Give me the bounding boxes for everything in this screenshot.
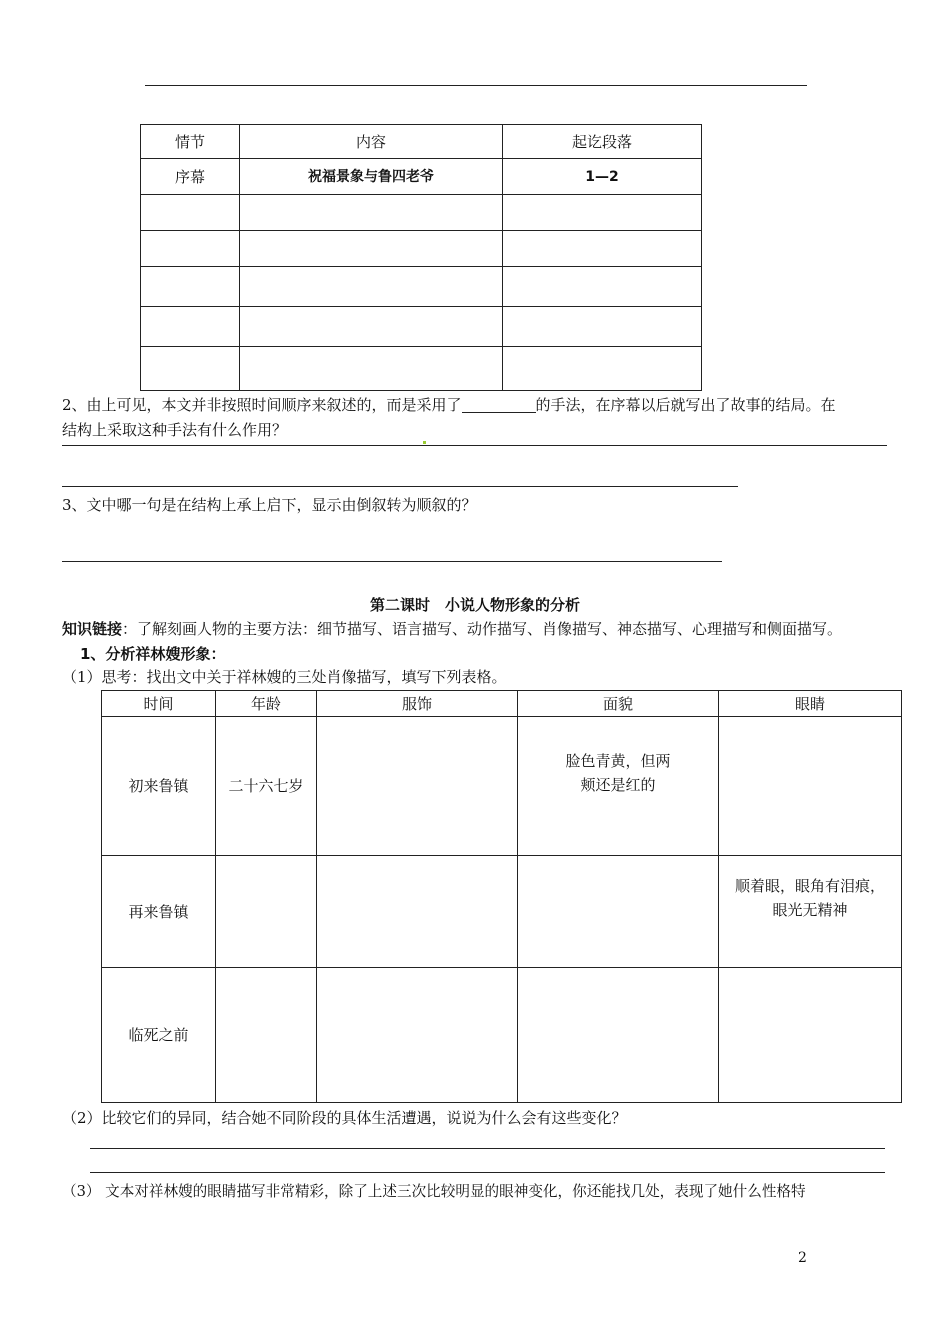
header-content: 内容 — [240, 125, 503, 159]
table-cell[interactable] — [141, 195, 240, 231]
knowledge-link — [62, 618, 842, 640]
table-cell[interactable] — [518, 968, 719, 1103]
table-cell[interactable] — [141, 267, 240, 307]
answer-line[interactable] — [62, 445, 887, 446]
think-prompt: （1）思考：找出文中关于祥林嫂的三处肖像描写，填写下列表格。 — [62, 668, 507, 686]
table-cell: 二十六七岁 — [216, 717, 317, 856]
question-3: 3、文中哪一句是在结构上承上启下，显示由倒叙转为顺叙的？ — [62, 496, 477, 514]
question-2-blank[interactable] — [462, 396, 536, 413]
table-header-row — [102, 691, 902, 717]
table-header-row — [141, 125, 702, 159]
header-face: 面貌 — [518, 691, 719, 717]
table-cell: 初来鲁镇 — [102, 717, 216, 856]
table-cell[interactable] — [503, 231, 702, 267]
top-answer-line — [145, 85, 807, 86]
table-row — [141, 307, 702, 347]
knowledge-link-text: ：了解刻画人物的主要方法：细节描写、语言描写、动作描写、肖像描写、神态描写、心理描写和侧面描写。 — [122, 620, 843, 638]
table-cell[interactable] — [240, 267, 503, 307]
answer-line[interactable] — [62, 486, 738, 487]
table-cell[interactable] — [719, 717, 902, 856]
table-cell — [518, 717, 719, 856]
table-cell[interactable] — [503, 307, 702, 347]
table-cell[interactable] — [141, 307, 240, 347]
eye-line-2: 眼光无精神 — [772, 901, 848, 919]
question-2-line-1 — [62, 394, 836, 416]
question-2-line-2: 结构上采取这种手法有什么作用？ — [62, 421, 288, 439]
lesson-2-title: 第二课时 小说人物形象的分析 — [369, 596, 580, 614]
table-cell[interactable] — [317, 717, 518, 856]
page-number: 2 — [798, 1250, 807, 1266]
knowledge-link-label: 知识链接 — [62, 620, 123, 638]
face-line-1: 脸色青黄，但两 — [565, 752, 671, 770]
table-cell[interactable] — [719, 968, 902, 1103]
table-cell: 1—2 — [503, 159, 702, 195]
table-cell[interactable] — [216, 856, 317, 968]
table-cell[interactable] — [503, 267, 702, 307]
table-cell[interactable] — [317, 856, 518, 968]
table-cell: 临死之前 — [102, 968, 216, 1103]
table-cell[interactable] — [240, 307, 503, 347]
table-row — [102, 968, 902, 1103]
table-cell[interactable] — [141, 231, 240, 267]
table-row — [141, 159, 702, 195]
header-plot: 情节 — [141, 125, 240, 159]
table-cell[interactable] — [518, 856, 719, 968]
table-cell[interactable] — [240, 231, 503, 267]
header-eyes: 眼睛 — [719, 691, 902, 717]
table-row — [141, 267, 702, 307]
answer-line[interactable] — [90, 1172, 885, 1173]
header-clothing: 服饰 — [317, 691, 518, 717]
table-cell — [719, 856, 902, 968]
table-cell: 祝福景象与鲁四老爷 — [240, 159, 503, 195]
green-dot-mark — [423, 441, 426, 444]
table-cell[interactable] — [317, 968, 518, 1103]
table-row — [141, 231, 702, 267]
answer-line[interactable] — [62, 561, 722, 562]
table-cell[interactable] — [240, 347, 503, 391]
header-paragraphs: 起讫段落 — [503, 125, 702, 159]
table-row — [141, 195, 702, 231]
table-row — [141, 347, 702, 391]
table-row — [102, 856, 902, 968]
table-cell[interactable] — [503, 347, 702, 391]
table-cell: 序幕 — [141, 159, 240, 195]
answer-line[interactable] — [90, 1148, 885, 1149]
eyes-question: （3） 文本对祥林嫂的眼睛描写非常精彩，除了上述三次比较明显的眼神变化，你还能找几处，表现了她什么性格特 — [62, 1183, 806, 1200]
table-cell[interactable] — [503, 195, 702, 231]
table-cell[interactable] — [141, 347, 240, 391]
header-age: 年龄 — [216, 691, 317, 717]
table-cell[interactable] — [216, 968, 317, 1103]
table-row — [102, 717, 902, 856]
question-2-text-b: 的手法，在序幕以后就写出了故事的结局。在 — [535, 396, 836, 414]
table-cell: 再来鲁镇 — [102, 856, 216, 968]
compare-question: （2）比较它们的异同，结合她不同阶段的具体生活遭遇，说说为什么会有这些变化？ — [62, 1109, 627, 1127]
subheading-analysis: 1、分析祥林嫂形象： — [80, 645, 226, 663]
portrait-description-table — [101, 690, 902, 1103]
table-cell[interactable] — [240, 195, 503, 231]
eye-line-1: 顺着眼，眼角有泪痕， — [734, 877, 885, 895]
question-2-text-a: 2、由上可见，本文并非按照时间顺序来叙述的，而是采用了 — [62, 396, 462, 414]
face-line-2: 颊还是红的 — [580, 776, 656, 794]
header-time: 时间 — [102, 691, 216, 717]
plot-structure-table — [140, 124, 702, 391]
